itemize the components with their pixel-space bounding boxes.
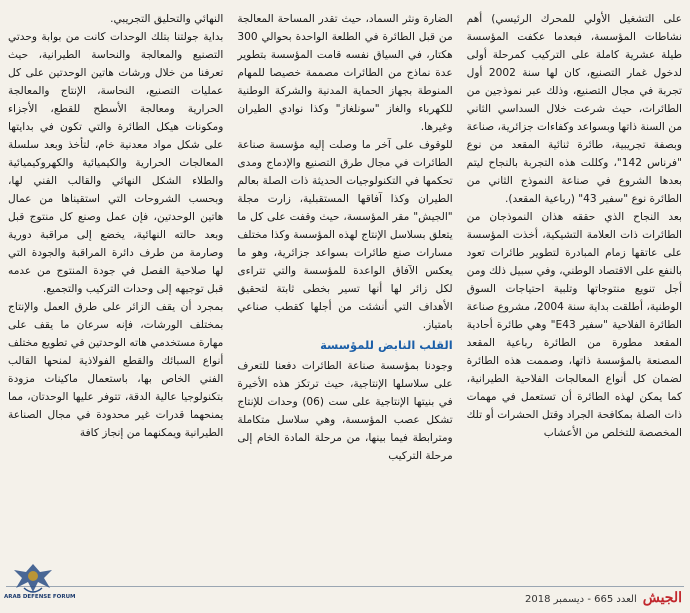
paragraph: الضارة ونثر السماد، حيث تقدر المساحة المعالجة من قبل الطائرة في الطلعة الواحدة بحوالي 300 هكتار، في السياق نفسه قامت المؤسسة بتطوير عدة نماذج من الطائرات مصممة خصيصا للمهام المنوطة بجهاز الحماية المدنية والشركة الوطنية للكهرباء والغاز "سونلغاز" وكذا نوادي الطيران وغيرها. — [237, 13, 453, 133]
footer-brand — [525, 590, 682, 606]
issue-info: العدد 665 - ديسمبر 2018 — [525, 594, 637, 605]
paragraph: النهائي والتحليق التجريبي. — [110, 13, 224, 25]
eagle-emblem-icon — [4, 558, 62, 596]
footer-divider — [6, 586, 684, 587]
watermark-logo — [4, 558, 76, 608]
column-left — [8, 10, 223, 578]
paragraph: وجودنا بمؤسسة صناعة الطائرات دفعنا للتعرف على سلاسلها الإنتاجية، حيث ترتكز هذه الأخيرة في بنيتها الإنتاجية على ست (06) وحدات للإنتاج تشكل عصب المؤسسة، وهي سلاسل متكاملة ومترابطة فيما بينها، من مرحلة المادة الخام إلى مرحلة التركيب — [237, 360, 453, 462]
column-right — [467, 10, 682, 578]
paragraph: بداية جولتنا بتلك الوحدات كانت من بوابة وحدتي التصنيع والمعالجة والنحاسة الطيرانية، حيث تعرفنا من خلال ورشات هاتين الوحدتين على كل عمليات التصنيع، النحاسة، الإنتاج والمعالجة الحرارية ومعالجة الأسطح للقطع، الأجزاء ومكونات هيكل الطائرة والتي تكون في بدايتها على شكل مواد معدنية خام، لتأخذ وبعد سلسلة المعالجات الحرارية والكيميائية والكهروكيميائية والطلاء الشكل النهائي والقالب الفني لها، وبحسب الشروحات التي استقيناها من عمال هاتين الوحدتين، فإن عمل وصنع كل منتوج قبل وبعد حالته النهائية، يخضع إلى مراقبة دورية وصارمة من طرف دائرة المراقبة والجودة التي لها صلاحية الفصل في جودة المنتوج من عدمه قبل توجيهه إلى وحدات التركيب والتجميع. — [8, 31, 224, 295]
column-middle — [237, 10, 452, 578]
paragraph: بمجرد أن يقف الزائر على طرق العمل والإنتاج بمختلف الورشات، فإنه سرعان ما يقف على مهارة مستخدمي هاته الوحدتين في تطويع مختلف أنواع السبائك والقطع الفولاذية لمنحها القالب الفني الخاص بها، باستعمال ماكينات مزودة بتكنولوجيا عالية الدقة، تتوفر عليها الوحدتان، مما يمنحهما قدرات غير محدودة في مجال الصناعة الطيرانية ويمكنهما من إنجاز كافة — [8, 301, 224, 439]
paragraph: على التشغيل الأولي للمحرك الرئيسي) أهم نشاطات المؤسسة، فبعدما عكفت المؤسسة طيلة عشرية كاملة على التركيب كمرحلة أولى لدخول غمار التصنيع، كان لها سنة 2002 أول تجربة في مجال التصنيع، وذلك عبر نموذجين من الطائرات، حيث شرعت خلال السداسي الثاني من السنة ذاتها وبسواعد وكفاءات جزائرية، صناعة وبصفة تجريبية، طائرة ثنائية المقعد من نوع "فرناس 142"، وكللت هذه التجربة بالنجاح ليتم بعدها الشروع في صناعة النموذج الثاني من الطائرة نوع "سفير 43" (رباعية المقعد). — [466, 13, 682, 205]
page-footer — [0, 586, 690, 610]
magazine-name: الجيش — [642, 590, 682, 606]
article-columns — [8, 10, 682, 578]
section-subheading: القلب النابض للمؤسسة — [320, 338, 453, 352]
watermark-text: ARAB DEFENSE FORUM — [4, 594, 76, 600]
paragraph: للوقوف على آخر ما وصلت إليه مؤسسة صناعة الطائرات في مجال طرق التصنيع والإدماج ومدى تحكمها في التكنولوجيات الحديثة ذات الصلة بعالم الطيران وكذا آفاقها المستقبلية، زارت مجلة "الجيش" مقر المؤسسة، حيث وقفت على كل ما يتعلق بسلاسل الإنتاج لهذه المؤسسة وكذا مختلف مسارات صنع طائرات بسواعد جزائرية، وهو ما يعكس الآفاق الواعدة للمؤسسة والتي تتراءى لكل زائر لها أنها تسير بخطى ثابتة لتحقيق الأهداف التي أنشئت من أجلها كقطب صناعي بامتياز. — [237, 139, 453, 331]
paragraph: بعد النجاح الذي حققه هذان النموذجان من الطائرات ذات العلامة التشيكية، أخذت المؤسسة على عاتقها زمام المبادرة لتطوير طائرات تعود بالنفع على الاقتصاد الوطني، وفي سبيل ذلك ومن أجل تنويع منتوجاتها وتلبية احتياجات السوق الوطنية، أطلقت بداية سنة 2004، مشروع صناعة الطائرة الفلاحية "سفير E43" وهي طائرة أحادية المقعد مطورة من الطائرة رباعية المقعد المصنعة بالمؤسسة ذاتها، وصممت هذه الطائرة لضمان كل أنواع المعالجات الفلاحية الطيرانية، كما يمكن لهذه الطائرة أن تستعمل في مهمات ذات الصلة بمكافحة الجراد وقتل الحشرات أو تلك المخصصة للتخلص من الأعشاب — [466, 211, 682, 439]
